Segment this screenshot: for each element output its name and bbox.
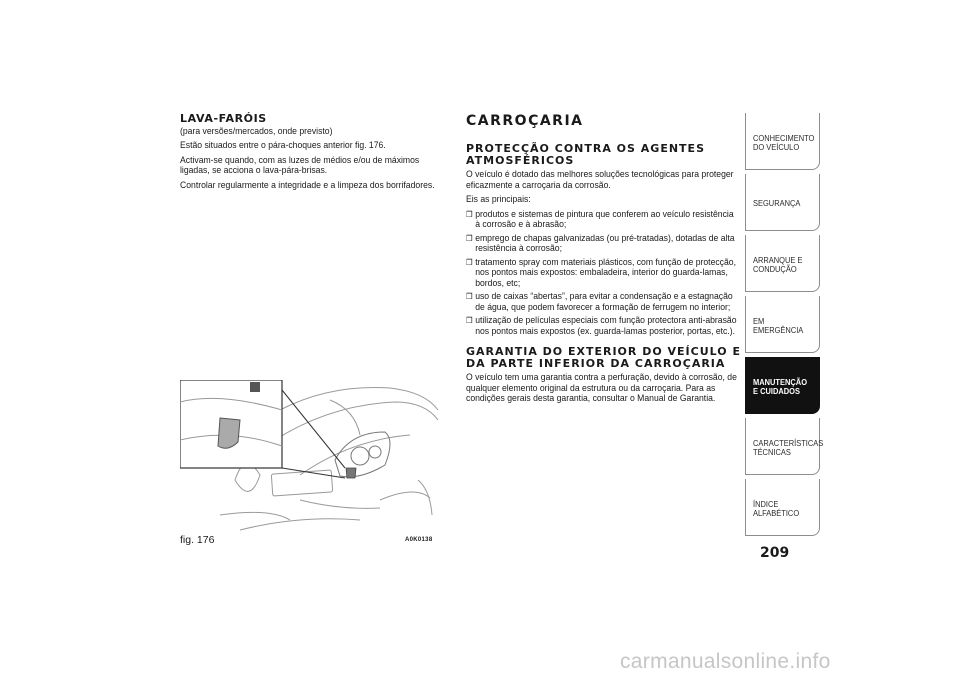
list-item: ❒ tratamento spray com materiais plásticos, com função de protecção, nos pontos mais expostos: embaladeira, interior do guarda-lamas, bordos, etc; [466,255,736,288]
tab-indice-alfabetico[interactable]: ÍNDICE ALFABÉTICO [745,479,820,536]
tab-caracteristicas-tecnicas[interactable]: CARACTERÍSTICAS TÉCNICAS [745,418,820,475]
paragraph-1: Estão situados entre o pára-choques anterior fig. 176. [180,139,386,150]
protection-list [466,209,739,337]
car-front-illustration [180,380,442,540]
tab-conhecimento-do-veiculo[interactable]: CONHECIMENTO DO VEÍCULO [745,113,820,170]
figure-caption: fig. 176 [180,534,215,546]
checkbox-bullet-icon: ❒ [466,209,473,219]
protection-lead: Eis as principais: [466,193,531,204]
section-title-lava-farois: LAVA-FARÓIS [180,112,267,125]
list-item: ❒ uso de caixas “abertas”, para evitar a condensação e a estagnação de água, que podem favorecer a formação de ferrugem no interior; [466,290,733,312]
watermark: carmanualsonline.info [620,650,831,673]
left-column [180,113,445,194]
tab-em-emergencia[interactable]: EM EMERGÊNCIA [745,296,820,353]
section-subtitle: (para versões/mercados, onde previsto) [180,125,333,136]
tab-arranque-e-conducao[interactable]: ARRANQUE E CONDUÇÃO [745,235,820,292]
list-item: ❒ emprego de chapas galvanizadas (ou pré-tratadas), dotadas de alta resistência à corrosão; [466,231,735,253]
paragraph-3: Controlar regularmente a integridade e a limpeza dos borrifadores. [180,178,435,190]
page-number: 209 [760,545,790,561]
section-heading-protection: PROTECÇÃO CONTRA OS AGENTES ATMOSFÉRICOS [466,142,705,167]
checkbox-bullet-icon: ❒ [466,233,473,243]
section-heading-warranty: GARANTIA DO EXTERIOR DO VEÍCULO E DA PARTE INFERIOR DA CARROÇARIA [466,345,741,370]
paragraph-2: Activam-se quando, com as luzes de médios e/ou de máximos ligadas, se acciona o lava-pára-brisas. [180,153,420,175]
tab-manutencao-e-cuidados[interactable]: MANUTENÇÃO E CUIDADOS [745,357,820,414]
checkbox-bullet-icon: ❒ [466,292,473,301]
checkbox-bullet-icon: ❒ [466,257,473,267]
chapter-tabs [745,113,824,540]
protection-intro: O veículo é dotado das melhores soluções tecnológicas para proteger eficazmente a carroçaria da corrosão. [466,168,734,190]
tab-seguranca[interactable]: SEGURANÇA [745,174,820,231]
figure-headlamp-washer [180,380,442,540]
warranty-text: O veículo tem uma garantia contra a perfuração, devido à corrosão, de qualquer elemento original da estrutura ou da carroçaria. Para as condições gerais desta garantia, consultar o Manual de Garantia. [466,371,737,403]
checkbox-bullet-icon: ❒ [466,316,473,325]
figure-code: A0K0138 [405,537,433,543]
list-item: ❒ produtos e sistemas de pintura que conferem ao veículo resistência à corrosão e à abrasão; [466,207,734,229]
right-column [466,113,741,408]
list-item: ❒ utilização de películas especiais com função protectora anti-abrasão nos pontos mais expostos (ex. guarda-lamas posterior, portas, etc.). [466,314,737,336]
chapter-title: CARROÇARIA [466,113,584,129]
